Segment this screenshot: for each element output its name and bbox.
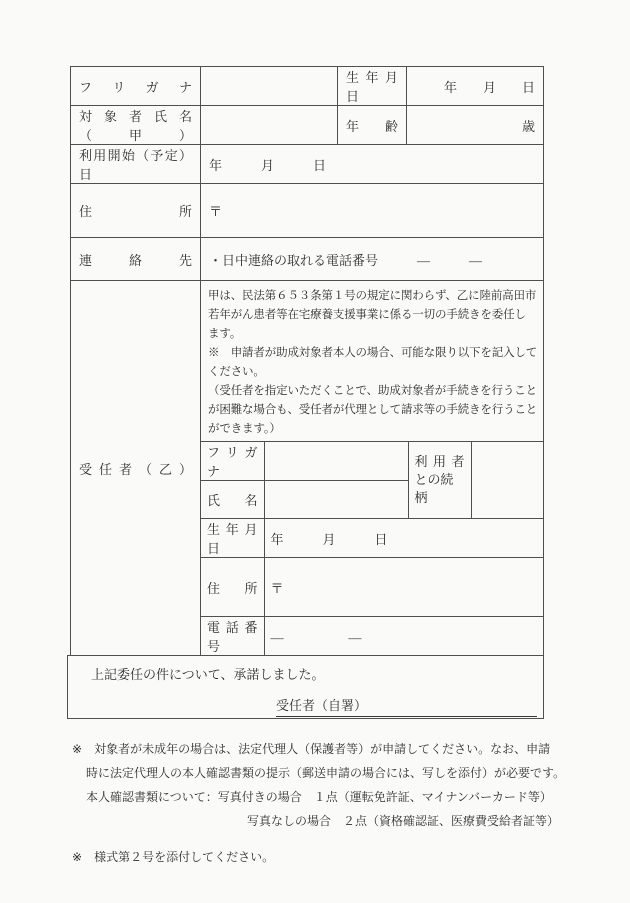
delegate-phone-value-cell: ― ― [264,617,544,656]
delegate-name-label: 氏 名 [201,481,264,519]
clause-line: 若年がん患者等在宅療養支援事業に係る一切の手続きを委任し [208,309,526,321]
start-date-label: 利用開始（予定）日 [71,145,201,184]
delegate-birth-label: 生年月日 [201,519,264,558]
relation-label [408,442,471,519]
row-delegate-furigana [201,442,544,481]
contact-value-cell: ・日中連絡の取れる電話番号 ― ― [201,238,544,281]
relation-value-cell [471,442,544,519]
birthdate-label: 生 年 月 日 [338,67,407,106]
delegate-label: 受 任 者 （ 乙 ） [71,281,201,656]
footnote-text: 対象者が未成年の場合は、法定代理人（保護者等）が申請してください。なお、申請 [94,742,551,756]
furigana-label: フ リ ガ ナ [71,67,201,106]
signature-line [276,695,537,717]
footnote-text: 様式第２号を添付してください。 [94,850,275,864]
clause-line: が困難な場合も、受任者が代理として請求等の手続きを行うこと [208,404,538,416]
footnote-line: 時に法定代理人の本人確認書類の提示（郵送申請の場合には、写しを添付）が必要です。 [86,766,566,780]
applicant-table [70,66,544,656]
row-start-date [71,145,544,184]
row-contact [71,238,544,281]
delegate-section [201,281,544,656]
reference-mark-icon: ※ [72,742,83,756]
clause-line: （受任者を指定いただくことで、助成対象者が手続きを行うこと [208,385,537,397]
contact-label: 連 絡 先 [71,238,201,281]
footnote-minor-applicant [72,737,566,833]
age-value-cell: 歳 [407,106,544,145]
delegate-birth-value-cell: 年 月 日 [264,519,544,558]
footnote-line [72,737,551,761]
delegation-clause [201,281,543,441]
row-delegate [71,281,544,656]
delegate-address-value-cell: 〒 [264,558,544,617]
start-date-value-cell: 年 月 日 [201,145,544,184]
clause-line: ください。 [208,366,265,378]
delegate-address-label: 住 所 [201,558,264,617]
consent-statement: 上記委任の件について、承諾しました。 [91,667,325,682]
delegate-detail-table [201,441,544,655]
furigana-value-cell [201,67,338,106]
footnote-line: 写真なしの場合 ２点（資格確認証、医療費受給者証等） [247,814,560,828]
row-furigana-birthdate [71,67,544,106]
row-delegate-address [201,558,544,617]
footnote-line [72,845,543,869]
clause-line: ができます。） [208,423,281,435]
consent-box [67,655,544,719]
relation-label-line1: 利 用 者 [414,454,465,469]
relation-label-line2: との続柄 [414,472,454,505]
row-name-age [71,106,544,145]
signature-label: 受任者（自署） [276,698,368,713]
footnote-line: 本人確認書類について：写真付きの場合 １点（運転免許証、マイナンバーカード等） [86,790,552,804]
age-label: 年 齢 [338,106,407,145]
row-delegate-phone [201,617,544,656]
applicant-name-label: 対 象 者 氏 名 （甲） [71,106,201,145]
footnote-attachment [72,845,543,869]
reference-mark-icon: ※ [72,850,83,864]
clause-line: ※ 申請者が助成対象者本人の場合、可能な限り以下を記入して [208,347,538,359]
address-value-cell: 〒 [201,184,544,238]
delegate-name-value-cell [264,481,408,519]
applicant-name-value-cell [201,106,338,145]
row-delegate-birth [201,519,544,558]
delegate-phone-label: 電話番号 [201,617,264,656]
form-content [70,66,566,869]
delegate-furigana-label: フ リ ガ ナ [201,442,264,481]
birthdate-value-cell: 年 月 日 [407,67,544,106]
delegate-furigana-value-cell [264,442,408,481]
clause-line: 甲は、民法第６５３条第１号の規定に関わらず、乙に陸前高田市 [208,290,537,302]
address-label: 住 所 [71,184,201,238]
row-address [71,184,544,238]
clause-line: ます。 [208,328,242,340]
